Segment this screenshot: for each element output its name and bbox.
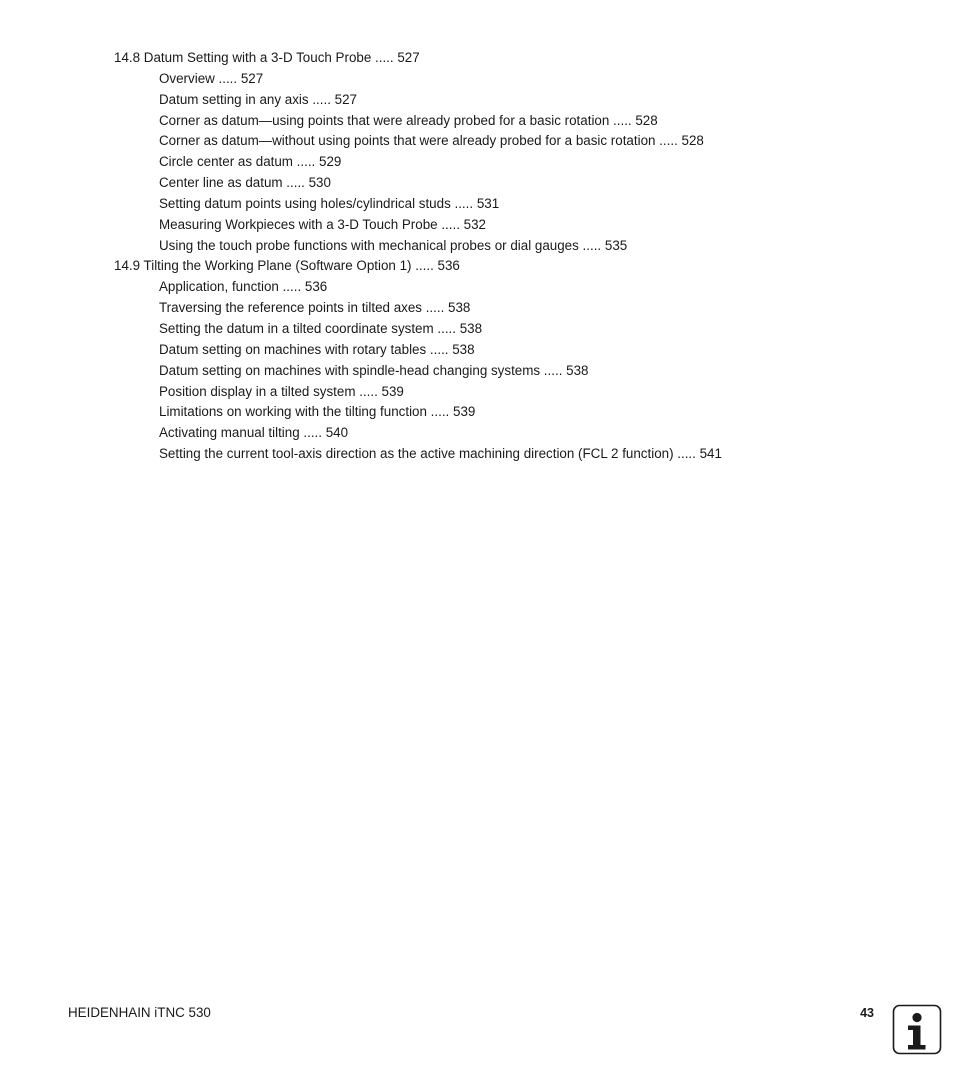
toc-entry-circle-center-datum[interactable]: Circle center as datum ..... 529 [159,154,342,170]
info-icon [892,1004,942,1055]
toc-entry-corner-datum-without-points[interactable]: Corner as datum—without using points that were already probed for a basic rotation ..... 528 [159,133,704,149]
footer-manual-title: HEIDENHAIN iTNC 530 [68,1005,211,1020]
toc-entry-position-display-tilted[interactable]: Position display in a tilted system ..... 539 [159,383,404,399]
toc-section-14-9[interactable]: 14.9 Tilting the Working Plane (Software Option 1) ..... 536 [114,258,460,274]
toc-entry-activating-manual-tilting[interactable]: Activating manual tilting ..... 540 [159,425,349,441]
toc-entry-application-function[interactable]: Application, function ..... 536 [159,279,328,295]
toc-entry-tool-axis-direction-fcl2[interactable]: Setting the current tool-axis direction as the active machining direction (FCL 2 function) ..... 541 [159,446,722,462]
table-of-contents [0,48,954,465]
toc-entry-datum-setting-any-axis[interactable]: Datum setting in any axis ..... 527 [159,91,357,107]
toc-entry-holes-cylindrical-studs[interactable]: Setting datum points using holes/cylindrical studs ..... 531 [159,195,500,211]
toc-entry-corner-datum-using-points[interactable]: Corner as datum—using points that were already probed for a basic rotation ..... 528 [159,112,658,128]
toc-entry-measuring-workpieces[interactable]: Measuring Workpieces with a 3-D Touch Probe ..... 532 [159,216,486,232]
toc-entry-limitations-tilting[interactable]: Limitations on working with the tilting function ..... 539 [159,404,476,420]
toc-entry-traversing-reference-points[interactable]: Traversing the reference points in tilted axes ..... 538 [159,300,471,316]
toc-section-14-8[interactable]: 14.8 Datum Setting with a 3-D Touch Probe ..... 527 [114,50,420,65]
toc-entry-mechanical-probes-dial-gauges[interactable]: Using the touch probe functions with mechanical probes or dial gauges ..... 535 [159,237,628,253]
page-number: 43 [860,1006,874,1020]
toc-entry-datum-spindle-head-changing[interactable]: Datum setting on machines with spindle-head changing systems ..... 538 [159,362,589,378]
toc-entry-center-line-datum[interactable]: Center line as datum ..... 530 [159,175,331,191]
toc-entry-datum-tilted-coordinate-system[interactable]: Setting the datum in a tilted coordinate system ..... 538 [159,320,483,336]
toc-entry-datum-rotary-tables[interactable]: Datum setting on machines with rotary tables ..... 538 [159,341,475,357]
toc-entry-overview[interactable]: Overview ..... 527 [159,70,264,86]
